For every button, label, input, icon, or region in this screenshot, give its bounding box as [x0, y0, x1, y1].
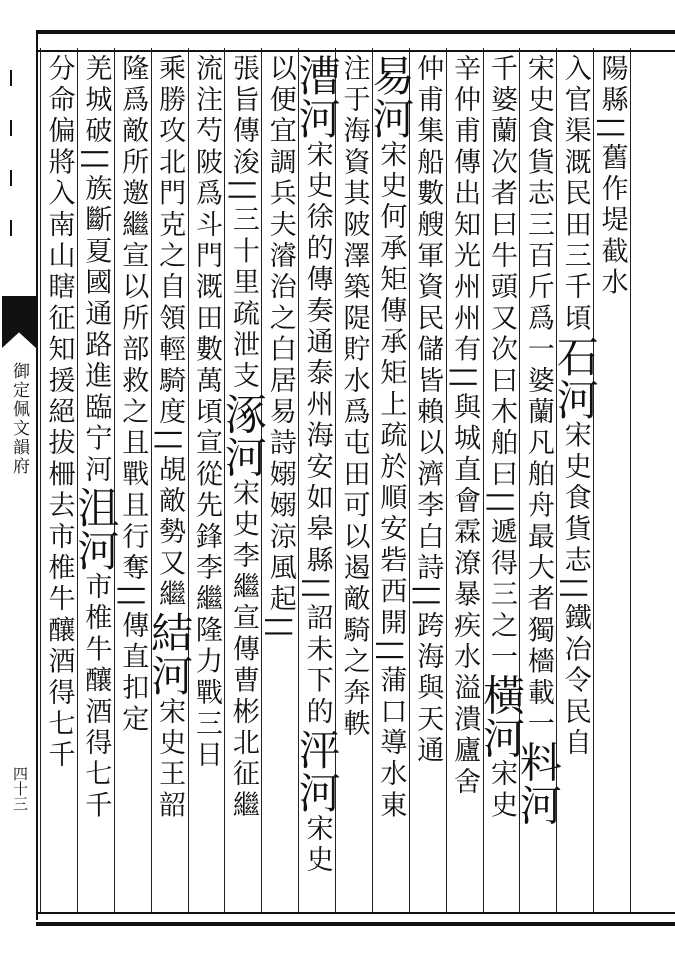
text-column: [292, 54, 342, 910]
text-column: [407, 54, 447, 910]
text-column: [592, 54, 632, 910]
entry-text: 分命偏將入南山瞎征知援絕拔柵去: [43, 54, 75, 522]
entry-text: 流注芍陂爲斗門溉田數萬頃: [190, 54, 222, 429]
gutter-mark: [10, 220, 18, 236]
headword: 石河: [550, 334, 600, 421]
text-column: [71, 54, 121, 910]
fish-tail-mark: [2, 296, 36, 348]
headword: 泙河: [292, 728, 342, 815]
text-column: [444, 54, 484, 910]
text-column: [112, 54, 152, 910]
text-column: [260, 54, 300, 910]
entry-text: 傳直扣定: [117, 611, 149, 736]
text-column: [476, 54, 526, 910]
top-border: [36, 30, 675, 52]
headword: 漕河: [292, 54, 342, 140]
entry-text: 宋史徐的傳奏通泰州海安如皋縣||詔未下的: [301, 140, 333, 729]
gutter-mark: [10, 70, 18, 86]
entry-text: 宋史何承矩傳承矩上疏於順安砦西開||蒲口導水東: [375, 140, 407, 822]
entry-text: 乘勝攻北門克之自領輕騎度||覘敵勢又繼: [154, 54, 186, 611]
entry-text: 宋史王韶: [154, 697, 186, 822]
headword: 料河: [513, 740, 563, 827]
headword: 涿河: [218, 392, 268, 479]
entry-text: 以便宜調兵夫濬治之白居易詩嫋嫋涼風起||: [264, 54, 296, 643]
entry-text: 宋史: [301, 814, 333, 877]
headword: 易河: [366, 54, 416, 140]
text-column: [186, 54, 226, 910]
entry-text: 宣從先鋒李繼隆力戰三日: [190, 428, 222, 772]
entry-text: 市椎牛釀酒得七千: [43, 522, 75, 772]
entry-text: 羌城破||族斷夏國通路進臨宁河: [80, 54, 112, 487]
entry-text: 宋史: [485, 759, 517, 822]
entry-text: 辛仲甫傳出知光州州有||與城直會霖潦暴疾水溢潰廬舍: [449, 54, 481, 799]
entry-text: 宋史李繼宣傳曹彬北征繼: [227, 478, 259, 822]
entry-text: 陽縣||舊作堤截水: [596, 54, 628, 299]
headword: 沮河: [71, 486, 121, 573]
text-column: [38, 54, 78, 910]
text-column: [145, 54, 195, 910]
folio-number: 四十三: [11, 766, 29, 811]
entry-text: 隆爲敵所邀繼宣以所部救之且戰且行奪||: [117, 54, 149, 611]
headword: 結河: [145, 611, 195, 697]
entry-text: 注于海資其陂澤築隄貯水爲屯田可以遏敵騎之奔軼: [338, 54, 370, 741]
entry-text: 宋史食貨志||鐵冶令民自: [559, 420, 591, 760]
entry-text: 市椎牛釀酒得七千: [80, 572, 112, 822]
entry-text: 宋史食貨志三百斤爲一婆蘭凡舶舟最大者獨檣載一: [522, 54, 554, 741]
bottom-border: [36, 912, 675, 926]
gutter-mark: [10, 170, 18, 186]
text-column: [513, 54, 563, 910]
entry-text: 仲甫集船數艘軍資民儲皆賴以濟李白詩||跨海與天通: [412, 54, 444, 767]
entry-text: 千婆蘭次者曰牛頭又次曰木舶曰||遞得三之一: [485, 54, 517, 674]
headword: 橫河: [476, 673, 526, 760]
entry-text: 入官渠溉民田三千頃: [559, 54, 591, 335]
entry-text: 張旨傳浚||三十里疏泄支: [227, 54, 259, 393]
text-column: [218, 54, 268, 910]
gutter-mark: [10, 120, 18, 136]
edition-title: 御定佩文韻府: [9, 362, 29, 476]
text-column: [366, 54, 416, 910]
page-gutter: [0, 30, 34, 920]
